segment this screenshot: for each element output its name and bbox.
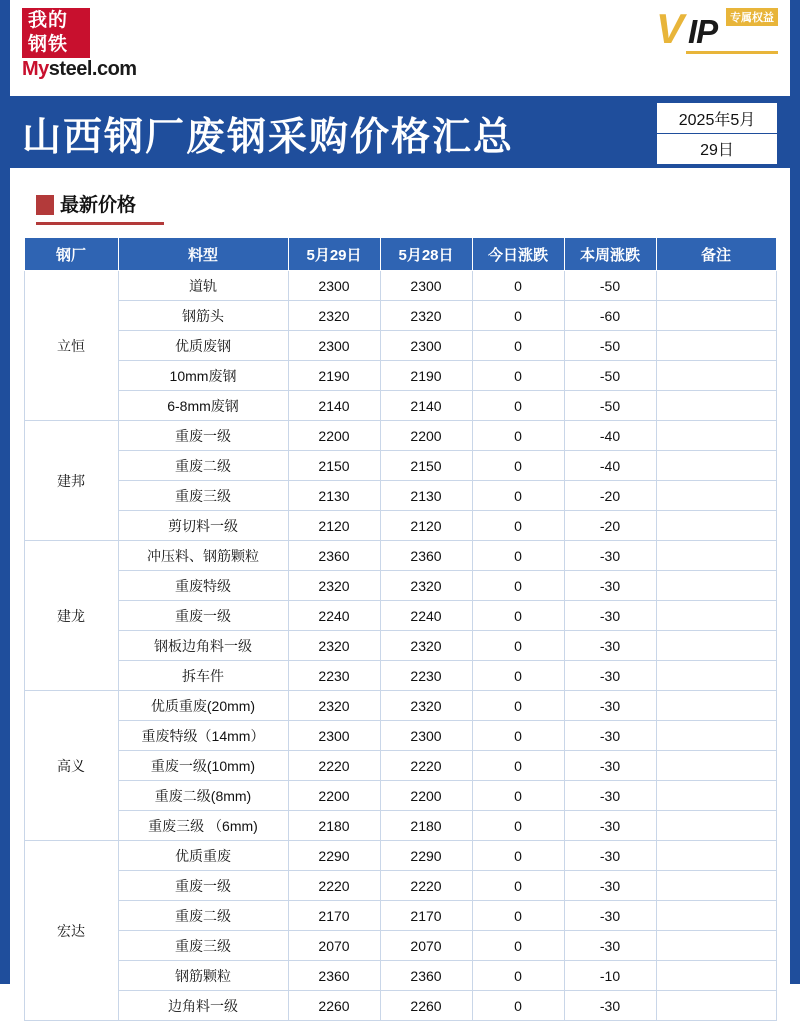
cell-price-today: 2260 bbox=[288, 991, 380, 1021]
cell-price-today: 2320 bbox=[288, 631, 380, 661]
cell-week-change: -30 bbox=[564, 601, 656, 631]
cell-price-today: 2180 bbox=[288, 811, 380, 841]
cell-price-yesterday: 2360 bbox=[380, 541, 472, 571]
cell-price-yesterday: 2320 bbox=[380, 301, 472, 331]
logo-chinese-mark bbox=[22, 8, 90, 58]
table-row bbox=[24, 571, 776, 601]
cell-price-yesterday: 2140 bbox=[380, 391, 472, 421]
page-title: 山西钢厂废钢采购价格汇总 bbox=[22, 115, 515, 160]
cell-price-today: 2220 bbox=[288, 871, 380, 901]
cell-note bbox=[656, 481, 776, 511]
section-heading bbox=[36, 190, 166, 225]
header-material: 料型 bbox=[118, 238, 288, 271]
table-row bbox=[24, 781, 776, 811]
cell-material: 钢筋颗粒 bbox=[118, 961, 288, 991]
table-row bbox=[24, 961, 776, 991]
title-bar bbox=[0, 96, 800, 168]
cell-price-yesterday: 2170 bbox=[380, 901, 472, 931]
cell-note bbox=[656, 301, 776, 331]
cell-price-yesterday: 2260 bbox=[380, 991, 472, 1021]
price-table bbox=[24, 237, 777, 1021]
date-badge bbox=[656, 102, 778, 165]
cell-day-change: 0 bbox=[472, 721, 564, 751]
cell-price-yesterday: 2120 bbox=[380, 511, 472, 541]
cell-material: 优质重废(20mm) bbox=[118, 691, 288, 721]
cell-week-change: -30 bbox=[564, 901, 656, 931]
cell-material: 10mm废钢 bbox=[118, 361, 288, 391]
cell-week-change: -50 bbox=[564, 271, 656, 301]
cell-note bbox=[656, 991, 776, 1021]
cell-week-change: -30 bbox=[564, 571, 656, 601]
cell-price-today: 2130 bbox=[288, 481, 380, 511]
table-row bbox=[24, 751, 776, 781]
cell-price-today: 2360 bbox=[288, 961, 380, 991]
cell-note bbox=[656, 661, 776, 691]
cell-price-yesterday: 2230 bbox=[380, 661, 472, 691]
header-note: 备注 bbox=[656, 238, 776, 271]
cell-note bbox=[656, 781, 776, 811]
cell-day-change: 0 bbox=[472, 601, 564, 631]
table-row bbox=[24, 301, 776, 331]
cell-price-today: 2070 bbox=[288, 931, 380, 961]
cell-week-change: -40 bbox=[564, 451, 656, 481]
cell-mill: 高义 bbox=[24, 691, 118, 841]
table-row bbox=[24, 931, 776, 961]
page-header bbox=[10, 0, 790, 96]
table-row bbox=[24, 811, 776, 841]
cell-price-today: 2360 bbox=[288, 541, 380, 571]
cell-price-yesterday: 2300 bbox=[380, 271, 472, 301]
table-row bbox=[24, 601, 776, 631]
cell-material: 重废一级 bbox=[118, 421, 288, 451]
cell-day-change: 0 bbox=[472, 751, 564, 781]
cell-price-yesterday: 2320 bbox=[380, 571, 472, 601]
cell-material: 剪切料一级 bbox=[118, 511, 288, 541]
cell-material: 道轨 bbox=[118, 271, 288, 301]
cell-week-change: -10 bbox=[564, 961, 656, 991]
table-row bbox=[24, 991, 776, 1021]
table-row bbox=[24, 511, 776, 541]
cell-week-change: -30 bbox=[564, 661, 656, 691]
cell-mill: 建邦 bbox=[24, 421, 118, 541]
cell-price-yesterday: 2200 bbox=[380, 421, 472, 451]
cell-price-today: 2200 bbox=[288, 421, 380, 451]
cell-material: 重废一级 bbox=[118, 871, 288, 901]
cell-material: 重废特级 bbox=[118, 571, 288, 601]
logo-wordmark bbox=[22, 58, 137, 81]
cell-note bbox=[656, 421, 776, 451]
cell-day-change: 0 bbox=[472, 961, 564, 991]
cell-week-change: -30 bbox=[564, 871, 656, 901]
cell-price-yesterday: 2360 bbox=[380, 961, 472, 991]
vip-privilege-label: 专属权益 bbox=[726, 8, 778, 26]
cell-day-change: 0 bbox=[472, 511, 564, 541]
cell-price-yesterday: 2150 bbox=[380, 451, 472, 481]
table-row bbox=[24, 871, 776, 901]
logo-steel: steel.com bbox=[48, 58, 137, 80]
cell-price-today: 2300 bbox=[288, 331, 380, 361]
cell-note bbox=[656, 631, 776, 661]
cell-material: 边角料一级 bbox=[118, 991, 288, 1021]
cell-price-yesterday: 2220 bbox=[380, 751, 472, 781]
cell-price-today: 2200 bbox=[288, 781, 380, 811]
cell-price-today: 2220 bbox=[288, 751, 380, 781]
table-header-row bbox=[24, 238, 776, 271]
header-today: 5月29日 bbox=[288, 238, 380, 271]
table-row bbox=[24, 631, 776, 661]
cell-price-today: 2300 bbox=[288, 721, 380, 751]
cell-material: 钢板边角料一级 bbox=[118, 631, 288, 661]
cell-price-today: 2290 bbox=[288, 841, 380, 871]
cell-note bbox=[656, 961, 776, 991]
cell-day-change: 0 bbox=[472, 391, 564, 421]
cell-note bbox=[656, 601, 776, 631]
cell-price-today: 2300 bbox=[288, 271, 380, 301]
cell-day-change: 0 bbox=[472, 691, 564, 721]
cell-note bbox=[656, 391, 776, 421]
cell-price-today: 2150 bbox=[288, 451, 380, 481]
cell-material: 重废二级(8mm) bbox=[118, 781, 288, 811]
cell-price-today: 2190 bbox=[288, 361, 380, 391]
header-mill: 钢厂 bbox=[24, 238, 118, 271]
table-row bbox=[24, 721, 776, 751]
mysteel-logo bbox=[22, 8, 142, 86]
table-row bbox=[24, 691, 776, 721]
vip-badge-group bbox=[652, 6, 778, 58]
cell-material: 重废三级 bbox=[118, 481, 288, 511]
cell-note bbox=[656, 451, 776, 481]
table-row bbox=[24, 451, 776, 481]
cell-price-yesterday: 2220 bbox=[380, 871, 472, 901]
cell-note bbox=[656, 691, 776, 721]
cell-day-change: 0 bbox=[472, 451, 564, 481]
cell-price-yesterday: 2200 bbox=[380, 781, 472, 811]
cell-material: 重废一级 bbox=[118, 601, 288, 631]
header-day-change: 今日涨跌 bbox=[472, 238, 564, 271]
cell-material: 重废二级 bbox=[118, 451, 288, 481]
cell-price-yesterday: 2320 bbox=[380, 631, 472, 661]
cell-week-change: -30 bbox=[564, 541, 656, 571]
cell-week-change: -20 bbox=[564, 511, 656, 541]
section-title: 最新价格 bbox=[60, 195, 137, 216]
cell-price-today: 2120 bbox=[288, 511, 380, 541]
cell-day-change: 0 bbox=[472, 661, 564, 691]
cell-mill: 立恒 bbox=[24, 271, 118, 421]
cell-day-change: 0 bbox=[472, 991, 564, 1021]
cell-note bbox=[656, 271, 776, 301]
cell-price-yesterday: 2240 bbox=[380, 601, 472, 631]
section-divider bbox=[36, 222, 164, 225]
cell-week-change: -60 bbox=[564, 301, 656, 331]
table-row bbox=[24, 331, 776, 361]
cell-week-change: -30 bbox=[564, 691, 656, 721]
cell-week-change: -30 bbox=[564, 631, 656, 661]
cell-day-change: 0 bbox=[472, 901, 564, 931]
vip-underline bbox=[686, 51, 778, 54]
cell-day-change: 0 bbox=[472, 871, 564, 901]
header-yesterday: 5月28日 bbox=[380, 238, 472, 271]
cell-day-change: 0 bbox=[472, 781, 564, 811]
cell-day-change: 0 bbox=[472, 331, 564, 361]
cell-note bbox=[656, 811, 776, 841]
cell-material: 钢筋头 bbox=[118, 301, 288, 331]
cell-price-yesterday: 2180 bbox=[380, 811, 472, 841]
cell-material: 重废二级 bbox=[118, 901, 288, 931]
cell-week-change: -50 bbox=[564, 361, 656, 391]
table-row bbox=[24, 541, 776, 571]
cell-note bbox=[656, 541, 776, 571]
cell-price-yesterday: 2300 bbox=[380, 721, 472, 751]
cell-day-change: 0 bbox=[472, 571, 564, 601]
cell-day-change: 0 bbox=[472, 541, 564, 571]
cell-week-change: -40 bbox=[564, 421, 656, 451]
cell-week-change: -30 bbox=[564, 721, 656, 751]
cell-week-change: -50 bbox=[564, 331, 656, 361]
cell-note bbox=[656, 511, 776, 541]
table-row bbox=[24, 901, 776, 931]
header-week-change: 本周涨跌 bbox=[564, 238, 656, 271]
table-row bbox=[24, 481, 776, 511]
cell-day-change: 0 bbox=[472, 271, 564, 301]
cell-note bbox=[656, 901, 776, 931]
cell-material: 重废三级 bbox=[118, 931, 288, 961]
cell-week-change: -30 bbox=[564, 781, 656, 811]
cell-price-yesterday: 2190 bbox=[380, 361, 472, 391]
table-row bbox=[24, 391, 776, 421]
cell-week-change: -30 bbox=[564, 841, 656, 871]
cell-note bbox=[656, 331, 776, 361]
table-body bbox=[24, 271, 776, 1021]
cell-week-change: -30 bbox=[564, 931, 656, 961]
cell-note bbox=[656, 751, 776, 781]
cell-note bbox=[656, 361, 776, 391]
cell-price-yesterday: 2070 bbox=[380, 931, 472, 961]
vip-letter-v: V bbox=[656, 5, 685, 52]
cell-material: 优质废钢 bbox=[118, 331, 288, 361]
table-row bbox=[24, 421, 776, 451]
cell-material: 重废三级 （6mm) bbox=[118, 811, 288, 841]
cell-week-change: -30 bbox=[564, 751, 656, 781]
cell-week-change: -30 bbox=[564, 991, 656, 1021]
cell-material: 重废一级(10mm) bbox=[118, 751, 288, 781]
cell-week-change: -30 bbox=[564, 811, 656, 841]
cell-price-today: 2320 bbox=[288, 691, 380, 721]
cell-material: 优质重废 bbox=[118, 841, 288, 871]
cell-day-change: 0 bbox=[472, 481, 564, 511]
cell-day-change: 0 bbox=[472, 361, 564, 391]
cell-note bbox=[656, 871, 776, 901]
cell-price-yesterday: 2130 bbox=[380, 481, 472, 511]
table-row bbox=[24, 661, 776, 691]
cell-material: 冲压料、钢筋颗粒 bbox=[118, 541, 288, 571]
cell-price-today: 2320 bbox=[288, 571, 380, 601]
section-marker-icon bbox=[36, 195, 54, 215]
cell-price-today: 2320 bbox=[288, 301, 380, 331]
cell-price-today: 2170 bbox=[288, 901, 380, 931]
cell-price-today: 2230 bbox=[288, 661, 380, 691]
date-day: 29日 bbox=[700, 142, 734, 159]
cell-week-change: -20 bbox=[564, 481, 656, 511]
cell-price-today: 2140 bbox=[288, 391, 380, 421]
cell-note bbox=[656, 841, 776, 871]
cell-price-today: 2240 bbox=[288, 601, 380, 631]
table-row bbox=[24, 271, 776, 301]
cell-day-change: 0 bbox=[472, 301, 564, 331]
table-row bbox=[24, 841, 776, 871]
cell-week-change: -50 bbox=[564, 391, 656, 421]
cell-price-yesterday: 2320 bbox=[380, 691, 472, 721]
cell-material: 重废特级（14mm） bbox=[118, 721, 288, 751]
cell-material: 拆车件 bbox=[118, 661, 288, 691]
cell-material: 6-8mm废钢 bbox=[118, 391, 288, 421]
cell-day-change: 0 bbox=[472, 841, 564, 871]
cell-day-change: 0 bbox=[472, 931, 564, 961]
cell-day-change: 0 bbox=[472, 421, 564, 451]
cell-day-change: 0 bbox=[472, 811, 564, 841]
cell-day-change: 0 bbox=[472, 631, 564, 661]
table-row bbox=[24, 361, 776, 391]
cell-note bbox=[656, 931, 776, 961]
vip-letters-ip: IP bbox=[688, 13, 718, 50]
logo-cn-line2: 钢铁 bbox=[28, 34, 69, 55]
cell-note bbox=[656, 721, 776, 751]
cell-note bbox=[656, 571, 776, 601]
logo-cn-line1: 我的 bbox=[28, 10, 69, 31]
cell-mill: 宏达 bbox=[24, 841, 118, 1021]
date-month: 2025年5月 bbox=[657, 103, 777, 134]
cell-price-yesterday: 2300 bbox=[380, 331, 472, 361]
cell-price-yesterday: 2290 bbox=[380, 841, 472, 871]
cell-mill: 建龙 bbox=[24, 541, 118, 691]
logo-my: My bbox=[22, 58, 49, 80]
